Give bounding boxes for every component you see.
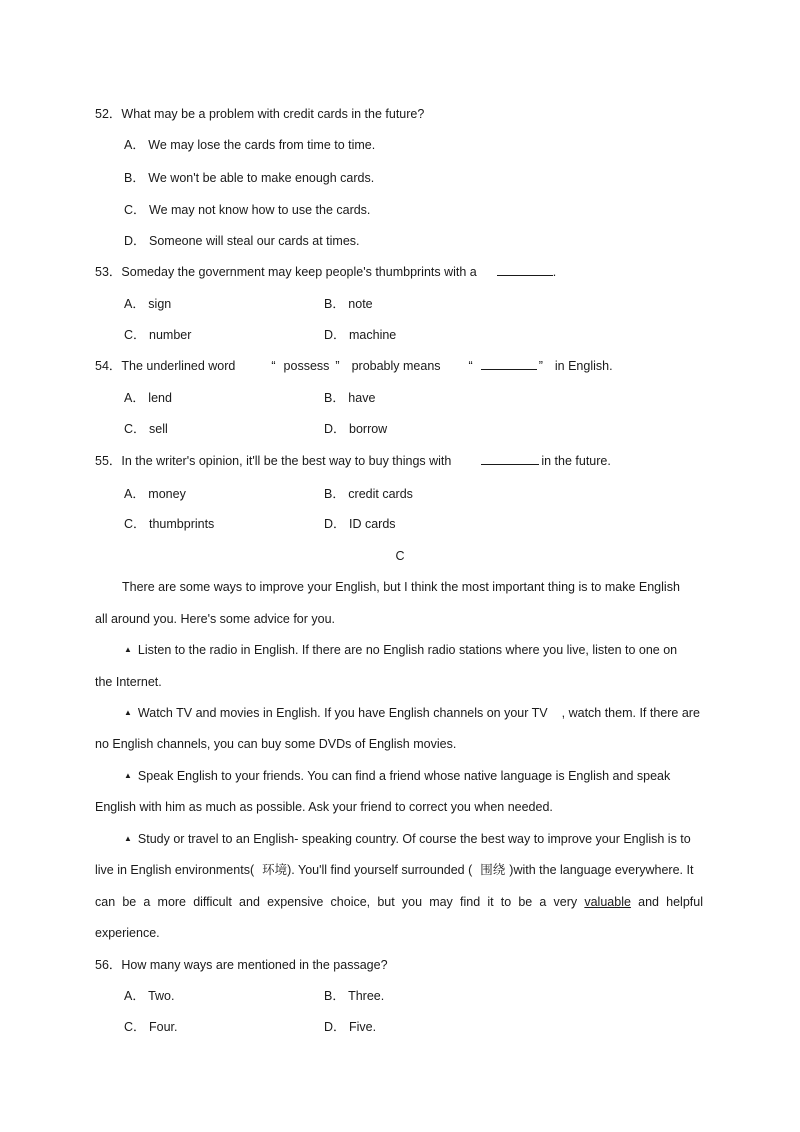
q54-option-b: B． have: [324, 391, 376, 405]
advice-4-text-3a: can be a more difficult and expensive choice, but you may find it to be a very: [95, 895, 578, 909]
question-56-stem: 56．How many ways are mentioned in the passage?: [95, 958, 388, 972]
q54-option-d: D． borrow: [324, 422, 388, 436]
underlined-word: possess: [283, 359, 330, 373]
question-53: [95, 264, 556, 280]
advice-3-line-2: English with him as much as possible. Ask your friend to correct you when needed.: [95, 800, 553, 814]
q56-option-d: D． Five.: [324, 1020, 377, 1034]
q52-option-d: D． Someone will steal our cards at times.: [124, 234, 360, 248]
advice-2-line-1: [124, 705, 700, 721]
advice-4-line-1: [124, 831, 691, 847]
advice-4-text-c: ). You'll find yourself surrounded (: [287, 863, 473, 877]
q55-option-d: D． ID cards: [324, 517, 396, 531]
advice-1-line-2: the Internet.: [95, 675, 162, 689]
triangle-bullet-icon: ▲: [124, 771, 132, 780]
question-55-end: in the future.: [541, 454, 611, 468]
q53-option-c: C． number: [124, 328, 192, 342]
q56-option-b: B． Three.: [324, 989, 385, 1003]
q52-option-b: B． We won't be able to make enough cards.: [124, 171, 375, 185]
open-quote: “: [271, 359, 276, 373]
intro-line-1: There are some ways to improve your English, but I think the most important thing is to make English: [122, 580, 680, 594]
advice-1-line-1: [124, 642, 677, 658]
advice-4-line-2: [95, 862, 693, 878]
close-quote: ”: [335, 359, 340, 373]
answer-blank: [481, 358, 537, 370]
question-54-stem-b: probably means: [351, 359, 441, 373]
advice-2-text-b: , watch them. If there are: [561, 706, 700, 720]
intro-line-2: all around you. Here's some advice for you.: [95, 612, 336, 626]
advice-2-line-2: no English channels, you can buy some DVDs of English movies.: [95, 737, 457, 751]
answer-blank: [481, 453, 539, 465]
advice-3-text: Speak English to your friends. You can find a friend whose native language is English and speak: [137, 769, 671, 783]
chinese-gloss-environment: 环境: [262, 863, 288, 877]
question-55-stem: 55．In the writer's opinion, it'll be the best way to buy things with: [95, 454, 452, 468]
question-52-stem: 52．What may be a problem with credit cards in the future?: [95, 107, 425, 121]
question-54-stem-c: in English.: [554, 359, 613, 373]
advice-4-text-e: )with the language everywhere. It: [509, 863, 694, 877]
advice-4-line-3: [95, 894, 703, 910]
question-55: [95, 453, 611, 469]
q52-option-c: C． We may not know how to use the cards.: [124, 203, 371, 217]
q52-option-a: A． We may lose the cards from time to time.: [124, 138, 376, 152]
advice-4-line-4: experience.: [95, 926, 160, 940]
advice-4-text-a: live in English environments(: [95, 863, 255, 877]
chinese-gloss-surround: 围绕: [480, 863, 506, 877]
advice-2-text-a: Watch TV and movies in English. If you have English channels on your TV: [137, 706, 548, 720]
question-54: [95, 358, 613, 374]
q56-option-a: A． Two.: [124, 989, 175, 1003]
underlined-word-valuable: valuable: [584, 895, 631, 909]
question-53-end: .: [552, 265, 557, 279]
q53-option-b: B． note: [324, 297, 373, 311]
close-quote: ”: [538, 359, 543, 373]
q55-option-c: C． thumbprints: [124, 517, 215, 531]
question-53-stem: 53．Someday the government may keep people's thumbprints with a: [95, 265, 477, 279]
triangle-bullet-icon: ▲: [124, 645, 132, 654]
q53-option-d: D． machine: [324, 328, 397, 342]
advice-4-text: Study or travel to an English- speaking country. Of course the best way to improve your English is to: [137, 832, 691, 846]
question-54-stem-a: 54．The underlined word: [95, 359, 236, 373]
triangle-bullet-icon: ▲: [124, 834, 132, 843]
triangle-bullet-icon: ▲: [124, 708, 132, 717]
q53-option-a: A． sign: [124, 297, 172, 311]
answer-blank: [497, 264, 553, 276]
q54-option-c: C． sell: [124, 422, 168, 436]
open-quote: “: [468, 359, 473, 373]
section-heading: C: [395, 549, 405, 563]
q54-option-a: A． lend: [124, 391, 172, 405]
advice-3-line-1: [124, 768, 670, 784]
q55-option-a: A． money: [124, 487, 186, 501]
advice-1-text: Listen to the radio in English. If there are no English radio stations where you live, listen to one on: [137, 643, 678, 657]
q55-option-b: B． credit cards: [324, 487, 413, 501]
advice-4-text-3c: and helpful: [638, 895, 703, 909]
q56-option-c: C． Four.: [124, 1020, 178, 1034]
